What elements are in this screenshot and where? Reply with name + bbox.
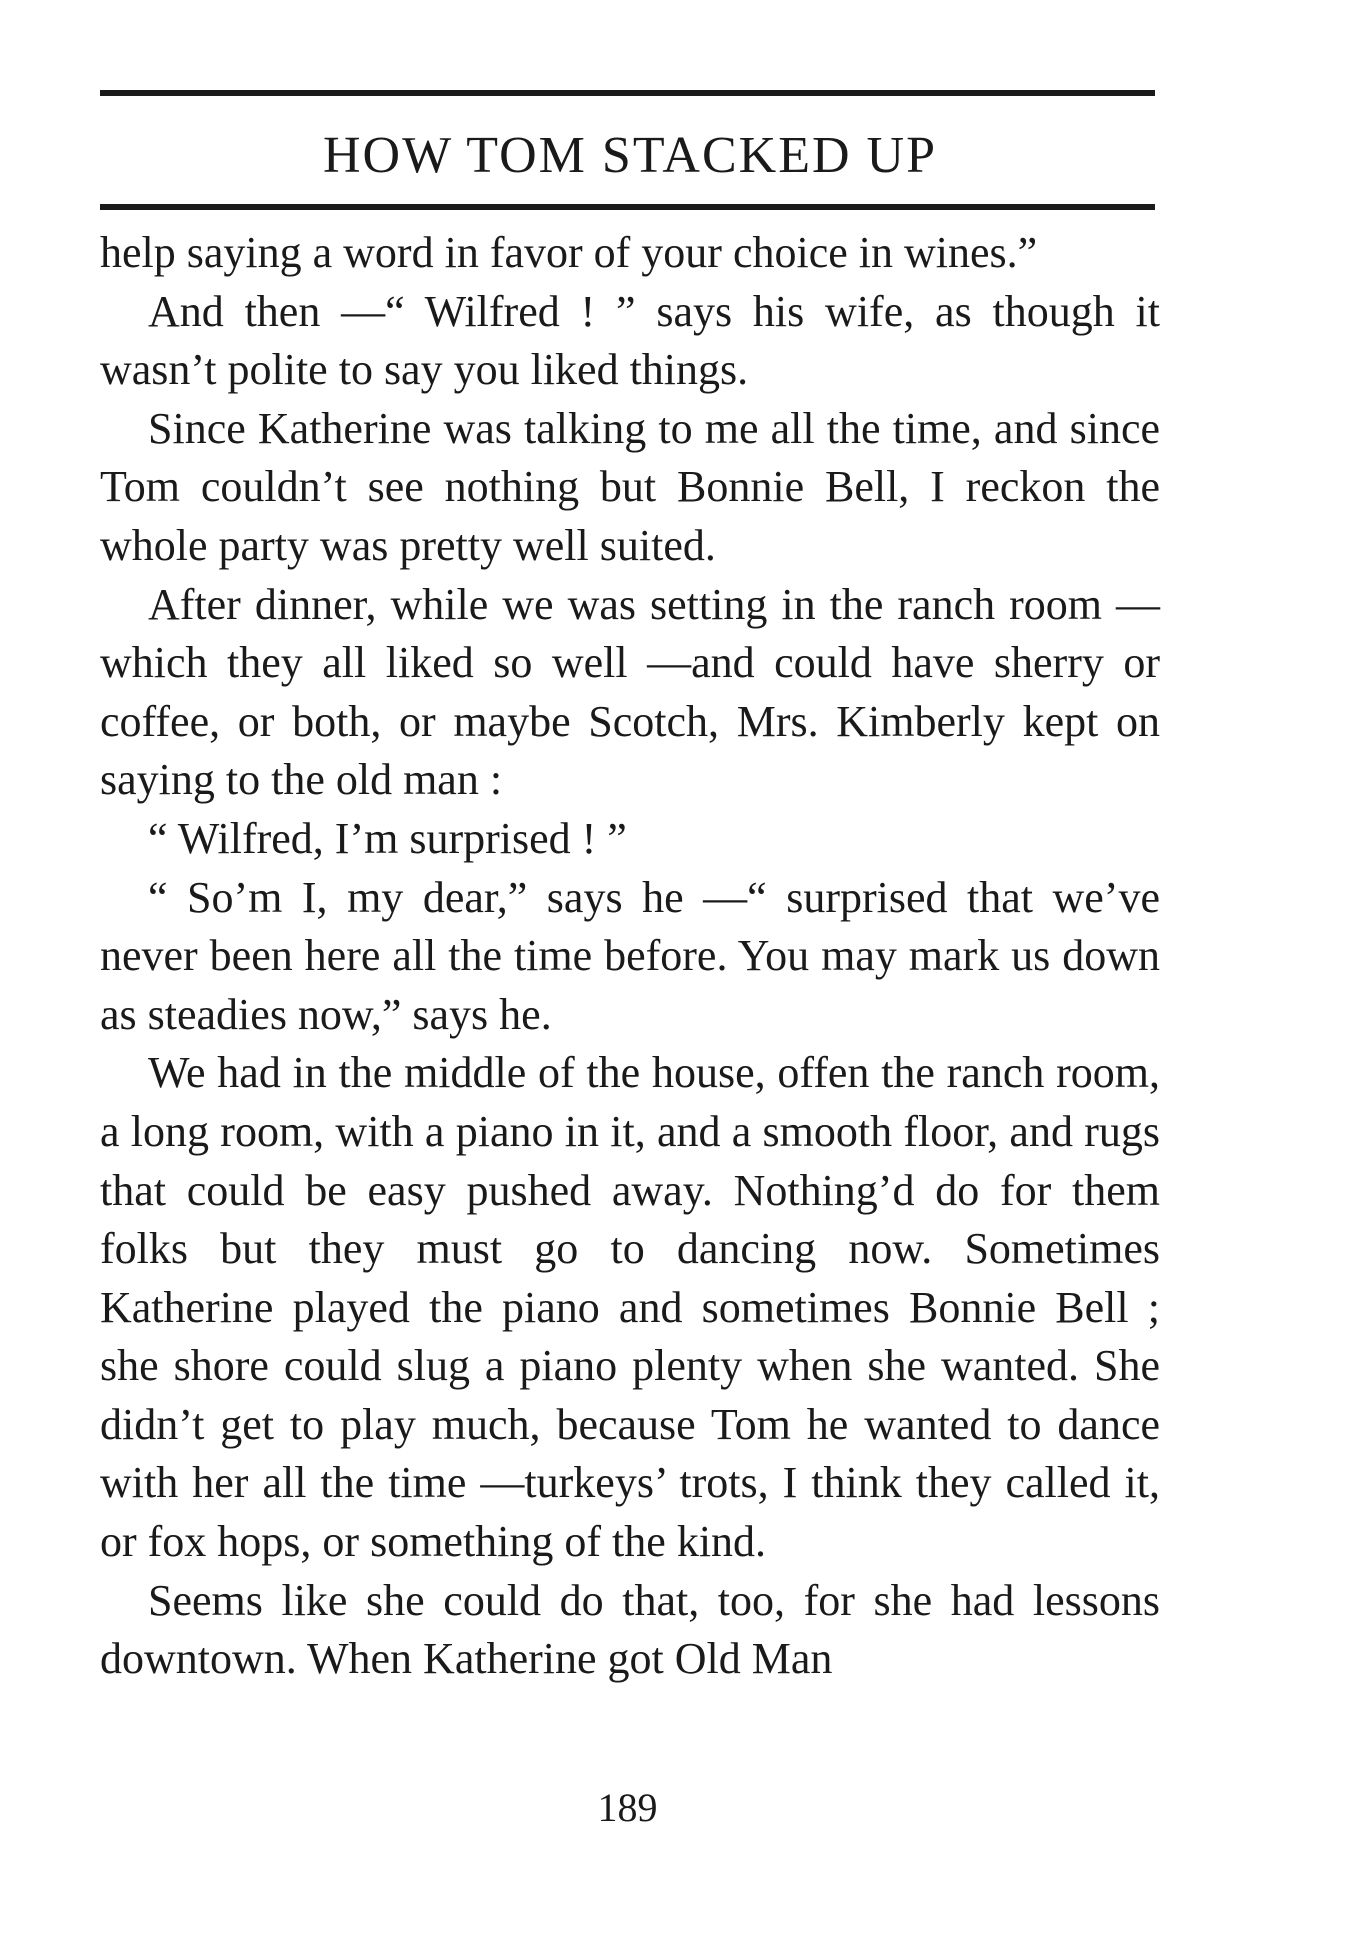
page-number: 189	[597, 1785, 658, 1830]
header-rule-bottom	[100, 204, 1155, 210]
body-text	[100, 224, 1160, 1689]
paragraph-continued: help saying a word in favor of your choice in wines.”	[100, 228, 1038, 277]
paragraph: After dinner, while we was setting in the ranch room — which they all liked so well —and could have sherry or coffee, or both, or maybe Scotch, Mrs. Kimberly kept on saying to the old man :	[100, 579, 1160, 805]
paragraph: And then —“ Wilfred ! ” says his wife, as though it wasn’t polite to say you liked things.	[100, 286, 1160, 395]
paragraph: “ So’m I, my dear,” says he —“ surprised that we’ve never been here all the time before. You may mark us down as steadies now,” says he.	[100, 872, 1160, 1039]
paragraph: Seems like she could do that, too, for she had lessons downtown. When Katherine got Old Man	[100, 1575, 1160, 1684]
paragraph: “ Wilfred, I’m surprised ! ”	[148, 813, 627, 863]
paragraph: We had in the middle of the house, offen the ranch room, a long room, with a piano in it, and a smooth floor, and rugs that could be easy pushed away. Nothing’d do for them folks but they must go to dancing now. Sometimes Katherine played the piano and sometimes Bonnie Bell ; she shore could slug a piano plenty when she wanted. She didn’t get to play much, because Tom he wanted to dance with her all the time —turkeys’ trots, I think they called it, or fox hops, or something of the kind.	[100, 1048, 1160, 1567]
book-page	[100, 90, 1160, 1830]
paragraph: Since Katherine was talking to me all the time, and since Tom couldn’t see nothing but Bonnie Bell, I reckon the whole party was pretty well suited.	[100, 403, 1160, 570]
running-head: HOW TOM STACKED UP	[322, 127, 938, 184]
